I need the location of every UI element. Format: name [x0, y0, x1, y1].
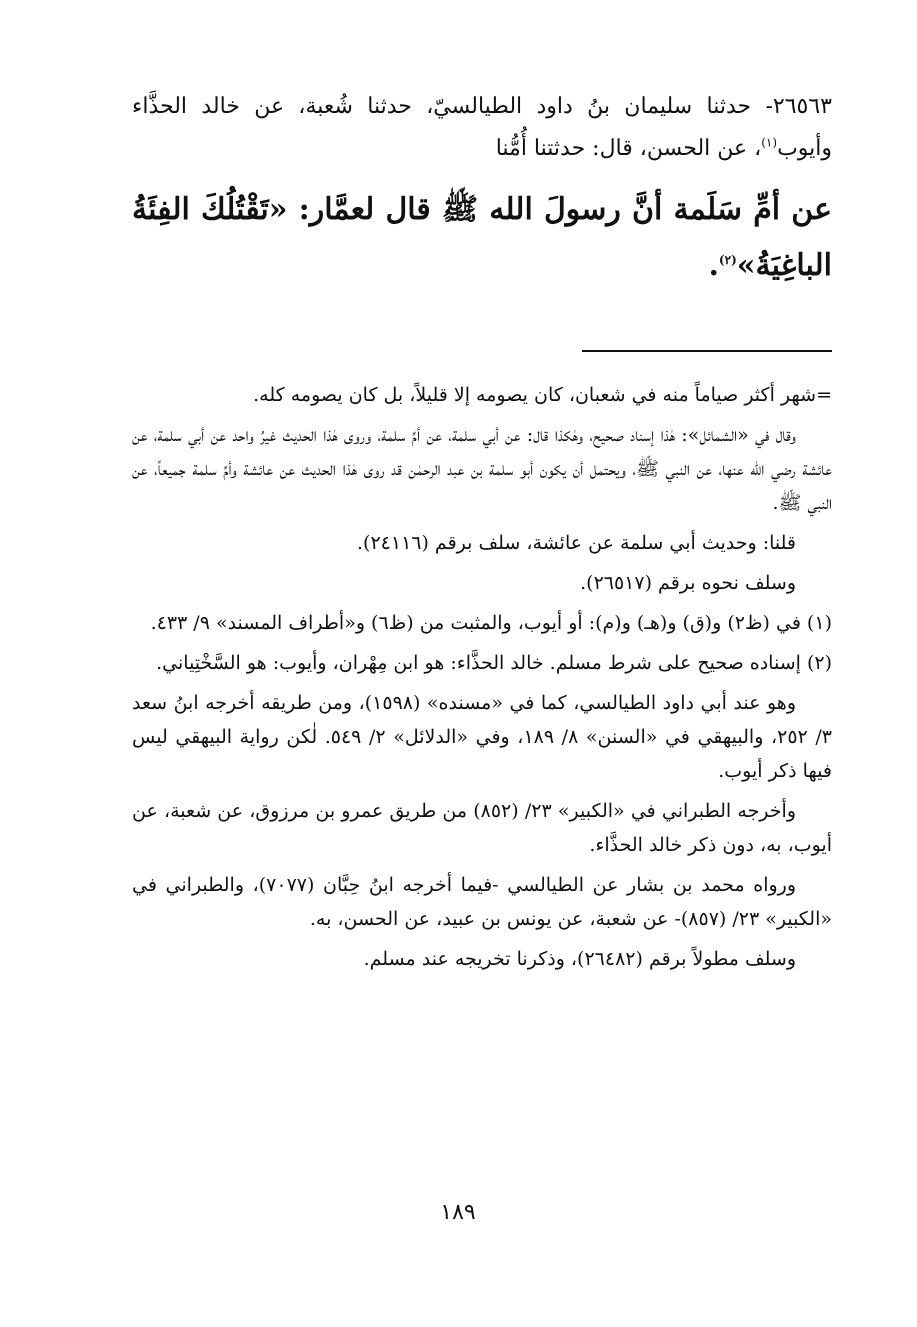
- footnote-2: (٢) إسناده صحيح على شرط مسلم. خالد الحذَّاء: هو ابن مِهْران، وأيوب: هو السَّخْتِياني.: [156, 652, 832, 674]
- isnad-text-end: ، عن الحسن، قال: حدثتنا أُمُّنا: [495, 136, 762, 161]
- footnote-continuation: =شهر أكثر صياماً منه في شعبان، كان يصومه إلا قليلاً، بل كان يصومه كله.: [253, 384, 832, 406]
- footnote-paragraph: ورواه محمد بن بشار عن الطيالسي -فيما أخرجه ابنُ حِبَّان (٧٠٧٧)، والطبراني في «الكبير» ٢٣/ (٨٥٧)- عن شعبة، عن يونس بن عبيد، عن الحسن، به.: [132, 874, 832, 930]
- footnote-paragraph: وسلف نحوه برقم (٢٦٥١٧).: [580, 572, 796, 594]
- matn-text: عن أمِّ سَلَمة أنَّ رسولَ الله ﷺ قال لعمَّار: «تَقْتُلُكَ الفِئَةُ الباغِيَةُ»: [132, 192, 832, 283]
- footnote-1: (١) في (ظ٢) و(ق) و(هـ) و(م): أو أيوب، والمثبت من (ظ٦) و«أطراف المسند» ٩/ ٤٣٣.: [150, 612, 832, 634]
- footnote-marker-2: (٢): [718, 253, 737, 267]
- footnote-paragraph: قلنا: وحديث أبي سلمة عن عائشة، سلف برقم (٢٤١١٦).: [357, 532, 796, 554]
- footnotes-section: [132, 378, 832, 982]
- footnote-paragraph: وقال في «الشمائل»: هٰذا إسناد صحيح، وهٰكذا قال: عن أبي سلمة، عن أمِّ سلمة، وروى هٰذا الحديث غيرُ واحد عن أبي سلمة، عن عائشة رضي الله عنها، عن النبي ﷺ، ويحتمل أن يكون أبو سلمة بن عبد الرحمٰن قد روى هٰذا الحديث عن عائشة وأمِّ سلمة جميعاً، عن النبي ﷺ.: [132, 424, 832, 514]
- footnote-paragraph: وسلف مطولاً برقم (٢٦٤٨٢)، وذكرنا تخريجه عند مسلم.: [363, 948, 796, 970]
- footnote-marker-1: (١): [761, 135, 778, 150]
- page-number: ١٨٩: [440, 1200, 476, 1225]
- footnote-paragraph: وأخرجه الطبراني في «الكبير» ٢٣/ (٨٥٢) من طريق عمرو بن مرزوق، عن شعبة، عن أيوب، به، دون ذكر خالد الحذَّاء.: [132, 800, 832, 856]
- hadith-isnad: [132, 86, 832, 170]
- footnote-paragraph: وهو عند أبي داود الطيالسي، كما في «مسنده» (١٥٩٨)، ومن طريقه أخرجه ابنُ سعد ٣/ ٢٥٢، والبيهقي في «السنن» ٨/ ١٨٩، وفي «الدلائل» ٢/ ٥٤٩. لٰكن رواية البيهقي ليس فيها ذكر أيوب.: [132, 692, 832, 782]
- isnad-text: ٢٦٥٦٣- حدثنا سليمان بنُ داود الطيالسيّ، حدثنا شُعبة، عن خالد الحذَّاء وأيوب: [132, 94, 832, 161]
- matn-text-end: .: [708, 248, 719, 283]
- footnote-divider: [582, 350, 832, 352]
- hadith-matn: [132, 182, 832, 294]
